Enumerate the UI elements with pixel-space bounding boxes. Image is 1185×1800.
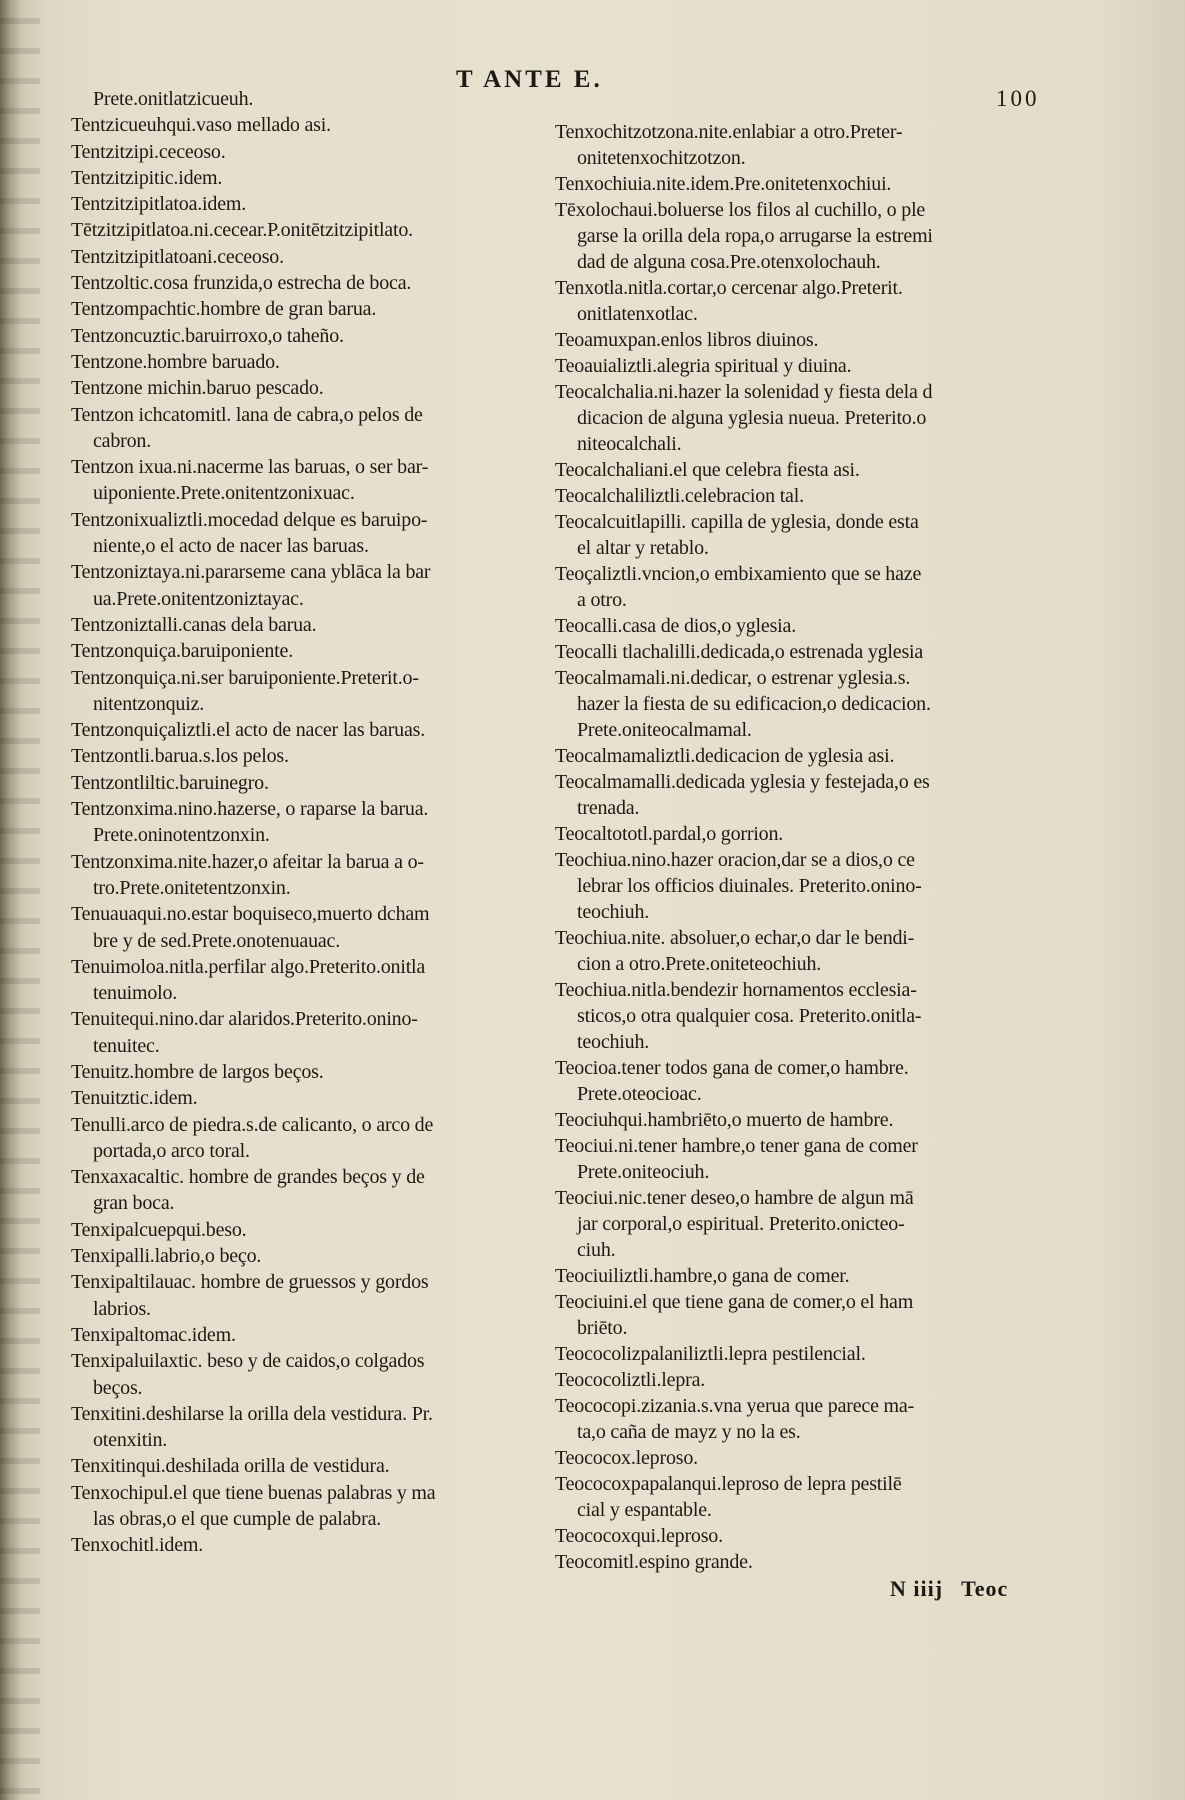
entry-headline: Teochiua.nite. absoluer,o echar,o dar le bendi- <box>555 927 915 949</box>
dictionary-entry <box>555 1341 1030 1367</box>
entry-headline: Tentzoncuztic.baruirroxo,o taheño. <box>71 324 344 347</box>
entry-headline: Teociuini.el que tiene gana de comer,o el ham <box>555 1291 914 1313</box>
dictionary-entry <box>71 1085 541 1111</box>
entry-headline: Teocalmamali.ni.dedicar, o estrenar yglesia.s. <box>555 667 911 689</box>
entry-headline: Tenxitinqui.deshilada orilla de vestidura. <box>71 1455 390 1478</box>
dictionary-entry <box>71 1453 541 1479</box>
entry-headline: Tentzon ichcatomitl. lana de cabra,o pelos de <box>71 403 423 426</box>
entry-headline: Tentzitzipitlatoani.ceceoso. <box>71 245 284 268</box>
dictionary-entry <box>71 1269 541 1322</box>
entry-continuation: Prete.oniteocalmamal. <box>577 719 752 741</box>
dictionary-entry <box>71 1112 541 1165</box>
entry-continuation: el altar y retablo. <box>577 537 709 559</box>
dictionary-entry <box>71 1217 541 1243</box>
entry-continuation: cion a otro.Prete.oniteteochiuh. <box>577 953 822 975</box>
entry-continuation: briēto. <box>577 1317 628 1339</box>
entry-headline: Teocalcuitlapilli. capilla de yglesia, donde esta <box>555 511 919 533</box>
entry-headline: Tentzonxima.nino.hazerse, o raparse la barua. <box>71 798 429 821</box>
entry-continuation: jar corporal,o espiritual. Preterito.onicteo- <box>577 1213 905 1235</box>
entry-headline: Tenxipaltomac.idem. <box>71 1323 236 1346</box>
entry-headline: Teoçaliztli.vncion,o embixamiento que se haze <box>555 563 922 585</box>
dictionary-entry <box>555 119 1030 171</box>
entry-headline: Tenuitz.hombre de largos beços. <box>71 1060 324 1083</box>
entry-continuation: sticos,o otra qualquier cosa. Preterito.onitla- <box>577 1005 922 1027</box>
dictionary-entry <box>71 559 541 612</box>
entry-headline: Teoamuxpan.enlos libros diuinos. <box>555 329 819 351</box>
dictionary-entry <box>71 1006 541 1059</box>
entry-headline: Tenuimoloa.nitla.perfilar algo.Preterito.onitla <box>71 955 426 978</box>
entry-headline: Tenxipalcuepqui.beso. <box>71 1218 247 1241</box>
dictionary-entry <box>555 327 1030 353</box>
dictionary-entry <box>555 509 1030 561</box>
dictionary-entry <box>71 139 541 165</box>
entry-headline: Teocalmamaliztli.dedicacion de yglesia asi. <box>555 745 895 767</box>
entry-headline: Tentzitzipitlatoa.idem. <box>71 193 247 216</box>
entry-headline: Teococoxqui.leproso. <box>555 1525 723 1547</box>
entry-continuation: teochiuh. <box>577 901 650 923</box>
entry-continuation: Prete.oninotentzonxin. <box>93 824 270 847</box>
dictionary-entry <box>555 1445 1030 1471</box>
dictionary-entry <box>71 507 541 560</box>
dictionary-entry <box>71 1532 541 1558</box>
dictionary-entry <box>555 639 1030 665</box>
entry-headline: Teocalchaliani.el que celebra fiesta asi. <box>555 459 860 481</box>
entry-continuation: lebrar los officios diuinales. Preterito.onino- <box>577 875 922 897</box>
page-footer <box>890 1576 1026 1602</box>
entry-continuation: ta,o caña de mayz y no la es. <box>577 1421 801 1443</box>
dictionary-entry <box>555 1107 1030 1133</box>
entry-continuation: cabron. <box>93 429 152 452</box>
entry-headline: Teocalchaliliztli.celebracion tal. <box>555 485 804 507</box>
entry-continuation: beços. <box>93 1376 143 1399</box>
entry-headline: Prete.onitlatzicueuh. <box>93 88 254 110</box>
dictionary-entry <box>555 1133 1030 1185</box>
folio-number: 100 <box>996 86 1040 111</box>
entry-headline: Tenxotla.nitla.cortar,o cercenar algo.Preterit. <box>555 277 903 299</box>
dictionary-entry <box>555 1263 1030 1289</box>
dictionary-entry <box>71 638 541 664</box>
dictionary-entry <box>555 769 1030 821</box>
entry-headline: Teococoxpapalanqui.leproso de lepra pestilē <box>555 1473 902 1495</box>
entry-headline: Tenxipalli.labrio,o beço. <box>71 1245 262 1268</box>
dictionary-entry <box>71 849 541 902</box>
entry-headline: Tenuitztic.idem. <box>71 1087 198 1110</box>
entry-headline: Tentzontli.barua.s.los pelos. <box>71 745 289 768</box>
entry-headline: Tentzonquiçaliztli.el acto de nacer las baruas. <box>71 719 426 742</box>
entry-continuation: bre y de sed.Prete.onotenuauac. <box>93 929 341 952</box>
dictionary-entry <box>71 612 541 638</box>
entry-headline: Teociuhqui.hambriēto,o muerto de hambre. <box>555 1109 894 1131</box>
dictionary-entry <box>71 796 541 849</box>
dictionary-entry <box>555 457 1030 483</box>
entry-headline: Teocioa.tener todos gana de comer,o hambre. <box>555 1057 909 1079</box>
entry-headline: Tenxaxacaltic. hombre de grandes beços y de <box>71 1166 425 1189</box>
dictionary-entry <box>71 1480 541 1533</box>
entry-headline: Tentzoniztalli.canas dela barua. <box>71 613 317 636</box>
entry-headline: Tenxochiuia.nite.idem.Pre.onitetenxochiui. <box>555 173 892 195</box>
dictionary-entry <box>71 270 541 296</box>
entry-continuation: ua.Prete.onitentzoniztayac. <box>93 587 304 610</box>
entry-headline: Tentzon ixua.ni.nacerme las baruas, o ser bar- <box>71 456 429 479</box>
entry-headline: Tenxochipul.el que tiene buenas palabras y ma <box>71 1481 436 1504</box>
entry-headline: Tentzicueuhqui.vaso mellado asi. <box>71 114 331 137</box>
dictionary-entry <box>555 353 1030 379</box>
entry-headline: Teoauializtli.alegria spiritual y diuina. <box>555 355 852 377</box>
dictionary-entry <box>71 1164 541 1217</box>
entry-headline: Teocalli.casa de dios,o yglesia. <box>555 615 797 637</box>
entry-headline: Tenxochitzotzona.nite.enlabiar a otro.Preter- <box>555 121 903 143</box>
dictionary-entry <box>71 770 541 796</box>
dictionary-entry <box>71 217 541 243</box>
dictionary-entry <box>71 717 541 743</box>
entry-continuation: garse la orilla dela ropa,o arrugarse la estremi <box>577 225 933 247</box>
dictionary-entry <box>555 613 1030 639</box>
dictionary-entry <box>555 483 1030 509</box>
entry-headline: Tentzitzipitic.idem. <box>71 166 223 189</box>
entry-continuation: labrios. <box>93 1297 151 1320</box>
binding-gutter <box>0 0 40 1800</box>
dictionary-entry <box>71 1243 541 1269</box>
entry-headline: Teocalchalia.ni.hazer la solenidad y fiesta dela d <box>555 381 933 403</box>
entry-headline: Teocaltototl.pardal,o gorrion. <box>555 823 784 845</box>
dictionary-entry <box>71 375 541 401</box>
dictionary-entry <box>71 954 541 1007</box>
entry-continuation: dicacion de alguna yglesia nueua. Preterito.o <box>577 407 927 429</box>
entry-continuation: otenxitin. <box>93 1429 168 1452</box>
entry-headline: Tenxipaltilauac. hombre de gruessos y gordos <box>71 1271 429 1294</box>
entry-continuation: niteocalchali. <box>577 433 682 455</box>
entry-headline: Tentzonquiça.ni.ser baruiponiente.Preterit.o- <box>71 666 419 689</box>
entry-continuation: nitentzonquiz. <box>93 692 205 715</box>
dictionary-entry <box>71 1348 541 1401</box>
dictionary-entry <box>555 1055 1030 1107</box>
entry-continuation: tenuimolo. <box>93 982 178 1005</box>
entry-headline: Tentzoltic.cosa frunzida,o estrecha de boca. <box>71 272 412 295</box>
entry-continuation: Prete.oniteociuh. <box>577 1161 710 1183</box>
signature-mark: N iiij <box>890 1576 944 1601</box>
entry-headline: Tenxochitl.idem. <box>71 1534 204 1557</box>
entry-continuation: ciuh. <box>577 1239 616 1261</box>
dictionary-entry <box>71 1322 541 1348</box>
dictionary-entry <box>555 1471 1030 1523</box>
dictionary-entry <box>71 86 541 112</box>
entry-continuation: trenada. <box>577 797 640 819</box>
entry-headline: Teococox.leproso. <box>555 1447 698 1469</box>
entry-continuation: gran boca. <box>93 1192 175 1215</box>
dictionary-entry <box>71 454 541 507</box>
dictionary-entry <box>71 402 541 455</box>
dictionary-entry <box>555 821 1030 847</box>
entry-headline: Teochiua.nitla.bendezir hornamentos ecclesia- <box>555 979 917 1001</box>
entry-continuation: teochiuh. <box>577 1031 650 1053</box>
dictionary-entry <box>71 349 541 375</box>
dictionary-entry <box>71 1059 541 1085</box>
entry-headline: Teocalmamalli.dedicada yglesia y festejada,o es <box>555 771 930 793</box>
entry-headline: Teococolizpalaniliztli.lepra pestilencial. <box>555 1343 866 1365</box>
dictionary-entry <box>555 197 1030 275</box>
entry-headline: Tentzonixualiztli.mocedad delque es baruipo- <box>71 508 428 531</box>
entry-headline: Teochiua.nino.hazer oracion,dar se a dios,o ce <box>555 849 915 871</box>
dictionary-entry <box>555 847 1030 925</box>
entry-headline: Tentzompachtic.hombre de gran barua. <box>71 298 377 321</box>
entry-headline: Teociuiliztli.hambre,o gana de comer. <box>555 1265 850 1287</box>
entry-headline: Tentzontliltic.baruinegro. <box>71 771 269 794</box>
right-column <box>555 119 1030 1575</box>
dictionary-entry <box>71 1401 541 1454</box>
dictionary-entry <box>555 925 1030 977</box>
entry-headline: Tenulli.arco de piedra.s.de calicanto, o arco de <box>71 1113 434 1136</box>
entry-continuation: dad de alguna cosa.Pre.otenxolochauh. <box>577 251 881 273</box>
entry-continuation: hazer la fiesta de su edificacion,o dedicacion. <box>577 693 931 715</box>
dictionary-entry <box>555 977 1030 1055</box>
dictionary-entry <box>71 743 541 769</box>
entry-headline: Tētzitzipitlatoa.ni.cecear.P.onitētzitzipitlato. <box>71 219 413 242</box>
dictionary-entry <box>555 1367 1030 1393</box>
entry-headline: Tentzonquiça.baruiponiente. <box>71 640 294 663</box>
entry-headline: Tēxolochaui.boluerse los filos al cuchillo, o ple <box>555 199 926 221</box>
dictionary-entry <box>555 1185 1030 1263</box>
dictionary-entry <box>71 296 541 322</box>
entry-continuation: onitetenxochitzotzon. <box>577 147 746 169</box>
entry-headline: Tenxitini.deshilarse la orilla dela vestidura. Pr. <box>71 1402 433 1425</box>
dictionary-entry <box>555 561 1030 613</box>
dictionary-entry <box>71 165 541 191</box>
dictionary-entry <box>71 323 541 349</box>
entry-headline: Tenuitequi.nino.dar alaridos.Preterito.onino- <box>71 1008 418 1031</box>
dictionary-entry <box>555 743 1030 769</box>
entry-headline: Teociui.ni.tener hambre,o tener gana de comer <box>555 1135 918 1157</box>
entry-continuation: las obras,o el que cumple de palabra. <box>93 1508 382 1531</box>
entry-headline: Teococoliztli.lepra. <box>555 1369 706 1391</box>
left-column <box>71 86 541 1559</box>
entry-headline: Tentzonxima.nite.hazer,o afeitar la barua a o- <box>71 850 424 873</box>
dictionary-entry <box>555 275 1030 327</box>
dictionary-entry <box>71 191 541 217</box>
entry-headline: Teocalli tlachalilli.dedicada,o estrenada yglesia <box>555 641 924 663</box>
dictionary-entry <box>555 1523 1030 1549</box>
catchword: Teoc <box>961 1576 1009 1601</box>
entry-headline: Teococopi.zizania.s.vna yerua que parece ma- <box>555 1395 915 1417</box>
entry-headline: Tentzitzipi.ceceoso. <box>71 140 226 163</box>
entry-continuation: a otro. <box>577 589 627 611</box>
entry-headline: Tentzone michin.baruo pescado. <box>71 377 324 400</box>
dictionary-entry <box>555 1549 1030 1575</box>
entry-headline: Tentzone.hombre baruado. <box>71 350 280 373</box>
dictionary-entry <box>71 901 541 954</box>
dictionary-entry <box>555 1289 1030 1341</box>
dictionary-entry <box>555 171 1030 197</box>
entry-headline: Tentzoniztaya.ni.pararseme cana yblāca la bar <box>71 561 431 584</box>
dictionary-entry <box>71 665 541 718</box>
running-title: T ANTE E. <box>456 66 603 93</box>
entry-continuation: Prete.oteocioac. <box>577 1083 702 1105</box>
entry-continuation: cial y espantable. <box>577 1499 712 1521</box>
dictionary-entry <box>555 665 1030 743</box>
entry-continuation: onitlatenxotlac. <box>577 303 698 325</box>
entry-headline: Teociui.nic.tener deseo,o hambre de algun mā <box>555 1187 914 1209</box>
dictionary-entry <box>71 112 541 138</box>
entry-continuation: uiponiente.Prete.onitentzonixuac. <box>93 482 355 505</box>
entry-headline: Tenxipaluilaxtic. beso y de caidos,o colgados <box>71 1350 425 1373</box>
entry-continuation: tro.Prete.onitetentzonxin. <box>93 876 291 899</box>
dictionary-entry <box>555 1393 1030 1445</box>
entry-continuation: niente,o el acto de nacer las baruas. <box>93 535 369 558</box>
entry-continuation: tenuitec. <box>93 1034 160 1057</box>
entry-headline: Teocomitl.espino grande. <box>555 1551 753 1573</box>
entry-headline: Tenuauaqui.no.estar boquiseco,muerto dcham <box>71 903 430 926</box>
entry-continuation: portada,o arco toral. <box>93 1139 250 1162</box>
dictionary-entry <box>71 244 541 270</box>
dictionary-entry <box>555 379 1030 457</box>
